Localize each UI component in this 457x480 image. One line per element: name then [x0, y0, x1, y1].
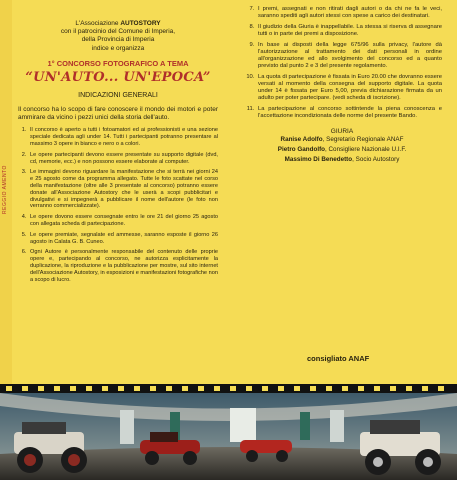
jury-member-role: , Segretario Regionale ANAF: [322, 136, 404, 143]
intro-line-4: indice e organizza: [91, 44, 145, 52]
film-strip-photo: [0, 384, 457, 480]
jury-member-name: Massimo Di Benedetto: [284, 156, 353, 163]
jury-member-name: Ranise Adolfo: [280, 136, 323, 143]
rules-list-right: [242, 6, 442, 120]
rule-item: 3. Le immagini devono riguardare la manifestazione che si terrà nei giorni 24 e 25 agosto come da programma allegato. Tutte le foto scattate nel corso della manifestazione (oltre alle 3 presentate al concorso) potranno essere donate all'Associazione Autostory che le userà a scopi pubblicitari e divulgativi e si impegnerà a pubblicare il nome dell'autore (le foto non verranno commercializzate).: [28, 169, 218, 210]
rule-item: 9. In base ai disposti della legge 675/96 sulla privacy, l'autore dà l'autorizzazione al trattamento dei dati personali in ordine all'organizzazione ed allo svolgimento del concorso ed a quanto previsto dal punto 2 e 3 del presente regolamento.: [256, 42, 442, 70]
vertical-side-label: REGGIO AMENTO: [2, 165, 8, 215]
jury-title: GIURIA: [330, 128, 354, 135]
jury-member-role: , Consigliere Nazionale U.I.F.: [325, 146, 407, 153]
organization-name: AUTOSTORY: [120, 20, 161, 27]
recommended-by-label: consigliato ANAF: [307, 354, 370, 363]
jury-member: [242, 155, 442, 165]
intro-block: [18, 20, 218, 53]
jury-member: [242, 145, 442, 155]
rule-item: 7. I premi, assegnati e non ritirati dagli autori o da chi ne fa le veci, saranno spediti agli autori stessi con spese a carico dei destinatari.: [256, 6, 442, 20]
rule-item: 10. La quota di partecipazione è fissata in Euro 20.00 che dovranno essere versati al momento della consegna del supporto digitale. La quota under 14 è fissata per Euro 5,00, previa dichiarazione firmata da un adulto per poter partecipare. (vedi scheda di iscrizione).: [256, 74, 442, 102]
intro-line-1: [18, 20, 218, 28]
intro-line-3: della Provincia di Imperia: [81, 36, 155, 44]
right-column: [242, 6, 442, 165]
rule-item: 8. Il giudizio della Giuria è inappellabile. La stessa si riserva di assegnare tutti o in parte dei premi a disposizione.: [256, 24, 442, 38]
intro-line-2: con il patrocinio del Comune di Imperia,: [60, 28, 176, 36]
left-column: [18, 6, 218, 287]
jury-member-role: , Socio Autostory: [352, 156, 400, 163]
rules-list-left: [18, 127, 218, 283]
general-indications-title: INDICAZIONI GENERALI: [78, 91, 158, 99]
rule-item: 11. La partecipazione al concorso sottintende la piena conoscenza e l'accettazione incondizionata delle norme del presente Bando.: [256, 106, 442, 120]
contest-title: “UN'AUTO... UN'EPOCA”: [25, 69, 211, 85]
margin-strip: [0, 0, 12, 385]
intro-prefix: L'Associazione: [75, 20, 119, 27]
contest-heading: 1° CONCORSO FOTOGRAFICO A TEMA: [47, 58, 189, 68]
vintage-cars-museum-illustration: [0, 384, 457, 480]
rule-item: 4. Le opere dovono essere consegnate entro le ore 21 del giorno 25 agosto con allegata scheda di partecipazione.: [28, 214, 218, 228]
rule-item: 2. Le opere partecipanti devono essere presentate su supporto digitale (dvd, cd, memorie, ecc.) e non possono essere elaborate al computer.: [28, 152, 218, 166]
rule-item: 1. Il concorso è aperto a tutti i fotoamatori ed ai professionisti e una sezione speciale dedicata agli under 14. Tutti i partecipanti potranno presentare al massimo 3 opere in bianco e nero o a colori.: [28, 127, 218, 147]
rule-item: 6. Ogni Autore è personalmente responsabile del contenuto delle proprie opere e, partecipando al concorso, ne autorizza esplicitamente la duplicazione, la riproduzione e la pubblicazione per mostre, sul sito internet dell'Associazione Autostory, in esposizioni e manifestazioni fotografiche non a scopo di lucro.: [28, 249, 218, 283]
jury-member-name: Pietro Gandolfo: [277, 146, 326, 153]
jury-member: [242, 135, 442, 145]
lead-paragraph: Il concorso ha lo scopo di fare conoscere il mondo dei motori e poter ammirare da vicino i pezzi unici della storia dell'auto.: [18, 105, 218, 121]
rule-item: 5. Le opere premiate, segnalate ed ammesse, saranno esposte il giorno 26 agosto in Calata G. B. Cuneo.: [28, 232, 218, 246]
